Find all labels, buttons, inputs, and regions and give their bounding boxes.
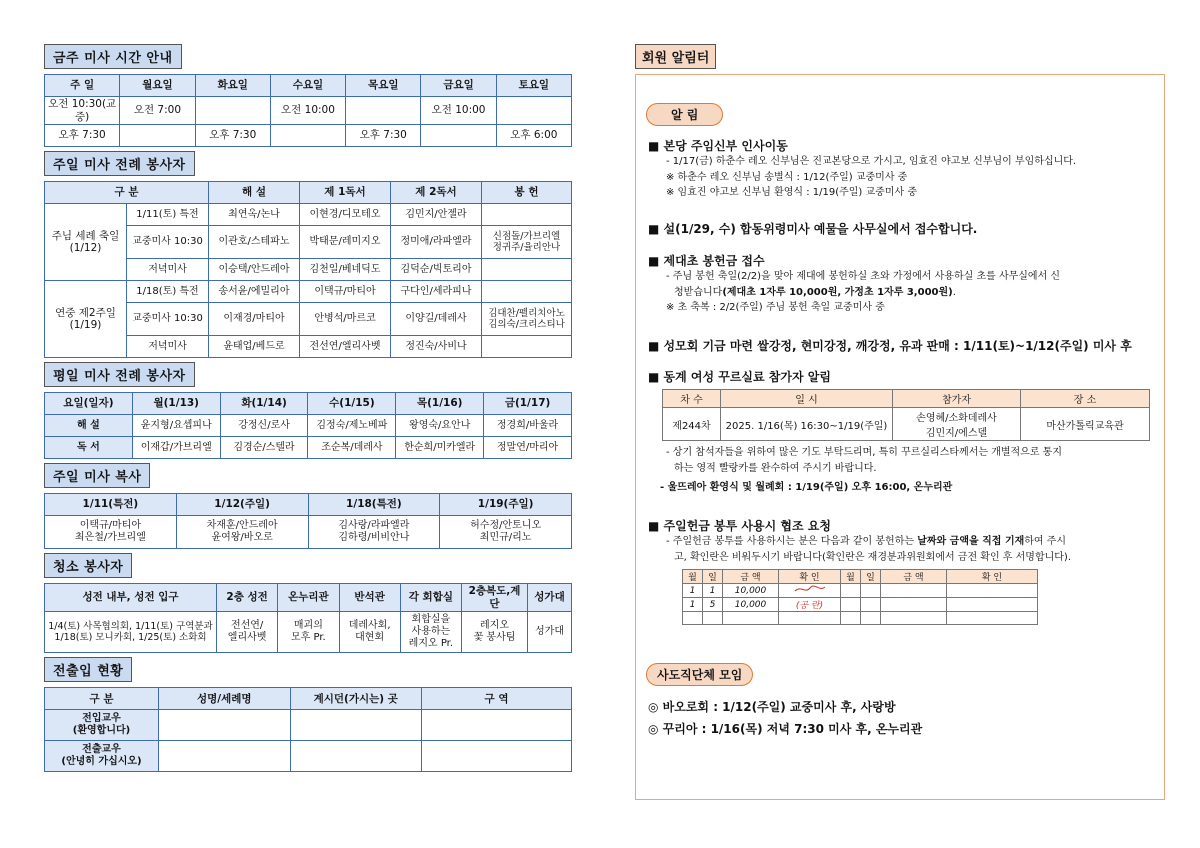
notice-pill: 알 림 (646, 103, 723, 126)
col-header: 월 (841, 570, 861, 584)
cell: 김경순/스텔라 (220, 437, 308, 459)
cell (841, 598, 861, 612)
row-label: 해 설 (45, 415, 133, 437)
cell: 마산가톨릭교육관 (1021, 408, 1150, 441)
notice-text: ※ 임효진 야고보 신부님 환영식 : 1/19(주일) 교중미사 중 (666, 187, 917, 198)
day-header: 토요일 (496, 75, 571, 97)
cell (290, 741, 422, 772)
cell: 정미애/라파엘라 (390, 226, 481, 259)
table-row (45, 710, 572, 741)
cell: 교중미사 10:30 (127, 303, 209, 336)
notice-text (674, 285, 1158, 301)
cell: 김덕순/빅토리아 (390, 259, 481, 281)
notice-3 (648, 252, 1158, 316)
cell: 레지오 꽃 봉사팀 (462, 612, 528, 653)
cell: 이승택/안드레아 (209, 259, 300, 281)
cell (947, 598, 1038, 612)
table-row (45, 415, 572, 437)
col-header: 일 시 (721, 390, 893, 408)
col-header: 1/19(주일) (440, 494, 572, 516)
notice-text (666, 534, 1160, 550)
day-header: 목요일 (346, 75, 421, 97)
cell: 정진숙/사비나 (390, 336, 481, 358)
envelope-table (682, 569, 1038, 625)
notice-heading: ■ 성모회 기금 마련 쌀강정, 현미강정, 깨강정, 유과 판매 : 1/11(토)~1/12(주일) 미사 후 (648, 339, 1132, 353)
table-row (45, 125, 572, 147)
notice-5 (648, 368, 1158, 496)
cell: 김대찬/펠리치아노 김의숙/크리스티나 (482, 303, 572, 336)
cell (841, 584, 861, 598)
table-row (45, 281, 572, 303)
transfer-title: 전출입 현황 (44, 657, 132, 682)
col-header: 각 회합실 (400, 584, 461, 612)
cell (482, 281, 572, 303)
cell: 1 (683, 584, 703, 598)
row-label: 독 서 (45, 437, 133, 459)
col-header: 2층 성전 (217, 584, 278, 612)
cell: 오전 10:30(교중) (45, 97, 120, 125)
cell (120, 125, 195, 147)
weekday-servers-table (44, 392, 572, 459)
notice-heading: ■ 제대초 봉헌금 접수 (648, 254, 765, 268)
altar-servers-title: 주일 미사 복사 (44, 463, 150, 488)
cell: 오전 10:00 (270, 97, 345, 125)
col-header: 일 (861, 570, 881, 584)
cell: 한순희/미카엘라 (396, 437, 484, 459)
notice-text: - 상기 참석자들을 위하여 많은 기도 부탁드리며, 특히 꾸르실리스타께서는 개별적으로 통지 (666, 447, 1062, 458)
day-header: 주 일 (45, 75, 120, 97)
cell: 윤지형/요셉피나 (132, 415, 220, 437)
mass-times-table (44, 74, 572, 147)
cell: 강정신/로사 (220, 415, 308, 437)
table-row (663, 408, 1150, 441)
text-span: 청받습니다 (674, 286, 723, 298)
col-header: 계시던(가시는) 곳 (290, 688, 422, 710)
col-header: 1/12(주일) (176, 494, 308, 516)
signature-scribble-icon (793, 584, 827, 594)
notice-heading: ■ 주일헌금 봉투 사용시 협조 요청 (648, 519, 831, 533)
col-header: 구 분 (45, 182, 209, 204)
notice-text: - 주님 봉헌 축일(2/2)을 맞아 제대에 봉헌하실 초와 가정에서 사용하실 초를 사무실에서 신 (666, 271, 1061, 282)
notice-text: 고, 확인란은 비워두시기 바랍니다(확인란은 재경분과위원회에서 금전 확인 후 서명합니다). (674, 551, 1072, 563)
col-header: 금 액 (723, 570, 779, 584)
cell (841, 612, 861, 625)
cell: 이현경/디모테오 (300, 204, 391, 226)
cell: 송서윤/에밀리아 (209, 281, 300, 303)
notice-text: ※ 초 축복 : 2/2(주일) 주님 봉헌 축일 교중미사 중 (666, 302, 885, 313)
cell (346, 97, 421, 125)
cell: 오후 7:30 (45, 125, 120, 147)
transfer-table (44, 687, 572, 772)
col-header: 제 2독서 (390, 182, 481, 204)
notice-board-title: 회원 알림터 (635, 44, 716, 69)
mass-times-title: 금주 미사 시간 안내 (44, 44, 182, 69)
col-header: 목(1/16) (396, 393, 484, 415)
cell: 왕영숙/요안나 (396, 415, 484, 437)
col-header: 참가자 (893, 390, 1021, 408)
cell: 교중미사 10:30 (127, 226, 209, 259)
group-label: 연중 제2주일 (1/19) (45, 281, 127, 358)
left-column (44, 44, 572, 776)
cell: 1/4(토) 사목협의회, 1/11(토) 구역분과 1/18(토) 모니카회, 1/25(토) 소화회 (45, 612, 217, 653)
col-header: 성명/세례명 (159, 688, 291, 710)
cell: 오전 7:00 (120, 97, 195, 125)
col-header: 구 분 (45, 688, 159, 710)
cell (881, 598, 947, 612)
text-span: . (952, 286, 956, 298)
col-header: 화(1/14) (220, 393, 308, 415)
weekday-servers-title: 평일 미사 전례 봉사자 (44, 362, 195, 387)
cell: 이관호/스테파노 (209, 226, 300, 259)
cell (159, 741, 291, 772)
cell: 1 (683, 598, 703, 612)
col-header: 성가대 (528, 584, 572, 612)
col-header: 반석관 (339, 584, 400, 612)
cell (881, 584, 947, 598)
cell (159, 710, 291, 741)
cell: 매괴의 모후 Pr. (278, 612, 339, 653)
table-row (683, 584, 1038, 598)
cell: 1/11(토) 특전 (127, 204, 209, 226)
apostolate-pill: 사도직단체 모임 (646, 663, 753, 686)
cell (861, 612, 881, 625)
notice-2 (648, 220, 1158, 237)
altar-servers-table (44, 493, 572, 549)
notice-heading: ■ 설(1/29, 수) 합동위령미사 예물을 사무실에서 접수합니다. (648, 222, 978, 236)
cell: 정말연/마리아 (484, 437, 572, 459)
col-header: 확 인 (779, 570, 841, 584)
cell: 이택규/마티아 (300, 281, 391, 303)
apostolate-item: ◎ 바오로회 : 1/12(주일) 교중미사 후, 사랑방 (648, 700, 896, 714)
row-label: 전입교우 (환영합니다) (45, 710, 159, 741)
apostolate-item: ◎ 꾸리아 : 1/16(목) 저녁 7:30 미사 후, 온누리관 (648, 721, 923, 736)
notice-6 (648, 517, 1160, 625)
notice-4 (648, 337, 1164, 354)
notice-text: - 1/17(금) 하춘수 레오 신부님은 진교본당으로 가시고, 임효진 야고보 신부님이 부임하십니다. (666, 156, 1077, 167)
cell: 김천일/베네딕도 (300, 259, 391, 281)
cell: 데레사회, 대현회 (339, 612, 400, 653)
col-header: 성전 내부, 성전 입구 (45, 584, 217, 612)
col-header: 일 (703, 570, 723, 584)
cell: 오후 7:30 (195, 125, 270, 147)
col-header: 1/11(특전) (45, 494, 177, 516)
apostolate-list (648, 697, 1158, 740)
cell (482, 204, 572, 226)
table-row (45, 516, 572, 549)
cell: 전선연/엘리사벳 (300, 336, 391, 358)
col-header: 확 인 (947, 570, 1038, 584)
col-header: 월 (683, 570, 703, 584)
cell: 전선연/ 엘리사벳 (217, 612, 278, 653)
cell (861, 584, 881, 598)
table-row (45, 437, 572, 459)
sunday-servers-table (44, 181, 572, 358)
cleaning-title: 청소 봉사자 (44, 553, 132, 578)
cell: 오후 7:30 (346, 125, 421, 147)
cell (422, 741, 572, 772)
cell (195, 97, 270, 125)
cell: 저녁미사 (127, 259, 209, 281)
day-header: 수요일 (270, 75, 345, 97)
cell: 박태문/레미지오 (300, 226, 391, 259)
col-header: 차 수 (663, 390, 721, 408)
cell (496, 97, 571, 125)
cell (290, 710, 422, 741)
col-header: 장 소 (1021, 390, 1150, 408)
text-bold: 날짜와 금액을 직접 기재 (917, 536, 1025, 547)
table-row (683, 612, 1038, 625)
col-header: 요일(일자) (45, 393, 133, 415)
text-span: 하여 주시 (1024, 536, 1067, 547)
table-row (683, 598, 1038, 612)
col-header: 구 역 (422, 688, 572, 710)
day-header: 월요일 (120, 75, 195, 97)
col-header: 해 설 (209, 182, 300, 204)
cell (947, 584, 1038, 598)
cell: 허수정/안토니오 최민규/리노 (440, 516, 572, 549)
table-row (45, 204, 572, 226)
cell: 이택규/마티아 최은철/가브리엘 (45, 516, 177, 549)
cell: 김정숙/제노베파 (308, 415, 396, 437)
cell: 정경희/바울라 (484, 415, 572, 437)
cell (947, 612, 1038, 625)
cell: 10,000 (723, 584, 779, 598)
cell: (공 란) (779, 598, 841, 612)
col-header: 월(1/13) (132, 393, 220, 415)
cell (779, 612, 841, 625)
cell: 이양길/데레사 (390, 303, 481, 336)
notice-heading: ■ 동계 여성 꾸르실료 참가자 알림 (648, 370, 831, 384)
cell: 5 (703, 598, 723, 612)
cell: 회합실을 사용하는 레지오 Pr. (400, 612, 461, 653)
col-header: 2층복도,계단 (462, 584, 528, 612)
cell: 이재경/마티아 (209, 303, 300, 336)
table-row (45, 612, 572, 653)
cell (683, 612, 703, 625)
cell: 차재훈/안드레아 윤여왕/바오로 (176, 516, 308, 549)
col-header: 제 1독서 (300, 182, 391, 204)
col-header: 1/18(특전) (308, 494, 440, 516)
cell (270, 125, 345, 147)
cell: 저녁미사 (127, 336, 209, 358)
cell: 제244차 (663, 408, 721, 441)
cell (881, 612, 947, 625)
table-row (45, 97, 572, 125)
cell: 오전 10:00 (421, 97, 496, 125)
cleaning-table (44, 583, 572, 653)
notice-pill-wrap (646, 103, 723, 126)
cell: 최연옥/논나 (209, 204, 300, 226)
group-label: 주님 세례 축일 (1/12) (45, 204, 127, 281)
notice-text: 하는 영적 빨랑카를 완수하여 주시기 바랍니다. (674, 462, 877, 474)
cell: 이재갑/가브리엘 (132, 437, 220, 459)
cell (422, 710, 572, 741)
cell: 1 (703, 584, 723, 598)
table-row (45, 741, 572, 772)
col-header: 금(1/17) (484, 393, 572, 415)
signature-cell (779, 584, 841, 598)
notice-text: ※ 하춘수 레오 신부님 송별식 : 1/12(주일) 교중미사 중 (666, 171, 908, 183)
cell: 윤태업/베드로 (209, 336, 300, 358)
col-header: 온누리관 (278, 584, 339, 612)
col-header: 봉 헌 (482, 182, 572, 204)
cursillo-table (662, 389, 1150, 441)
cell (482, 259, 572, 281)
cell: 김사랑/라파엘라 김하령/비비안나 (308, 516, 440, 549)
notice-text: - 울뜨레아 환영식 및 월례회 : 1/19(주일) 오후 16:00, 온누리관 (660, 482, 953, 493)
cell (482, 336, 572, 358)
cell: 2025. 1/16(목) 16:30~1/19(주일) (721, 408, 893, 441)
cell (723, 612, 779, 625)
cell: 오후 6:00 (496, 125, 571, 147)
col-header: 수(1/15) (308, 393, 396, 415)
day-header: 금요일 (421, 75, 496, 97)
cell: 김민지/안젤라 (390, 204, 481, 226)
apostolate-pill-wrap (646, 663, 753, 686)
col-header: 금 액 (881, 570, 947, 584)
sunday-servers-title: 주일 미사 전례 봉사자 (44, 151, 195, 176)
text-span: - 주일헌금 봉투를 사용하시는 분은 다음과 같이 봉헌하는 (666, 536, 918, 547)
cell: 손영혜/소화데레사 김민지/에스델 (893, 408, 1021, 441)
day-header: 화요일 (195, 75, 270, 97)
row-label: 전출교우 (안녕히 가십시오) (45, 741, 159, 772)
cell (861, 598, 881, 612)
cell: 조순복/데레사 (308, 437, 396, 459)
cell (703, 612, 723, 625)
cell: 신점돌/가브리엘 정귀주/율리안나 (482, 226, 572, 259)
cell (421, 125, 496, 147)
notice-1 (648, 137, 1158, 201)
cell: 1/18(토) 특전 (127, 281, 209, 303)
text-bold: (제대초 1자루 10,000원, 가정초 1자루 3,000원) (722, 286, 953, 298)
cell: 안병석/마르코 (300, 303, 391, 336)
cell: 성가대 (528, 612, 572, 653)
notice-box (635, 74, 1165, 800)
cell: 10,000 (723, 598, 779, 612)
notice-heading: ■ 본당 주임신부 인사이동 (648, 139, 788, 153)
cell: 구다인/세라피나 (390, 281, 481, 303)
right-column (635, 44, 1165, 736)
